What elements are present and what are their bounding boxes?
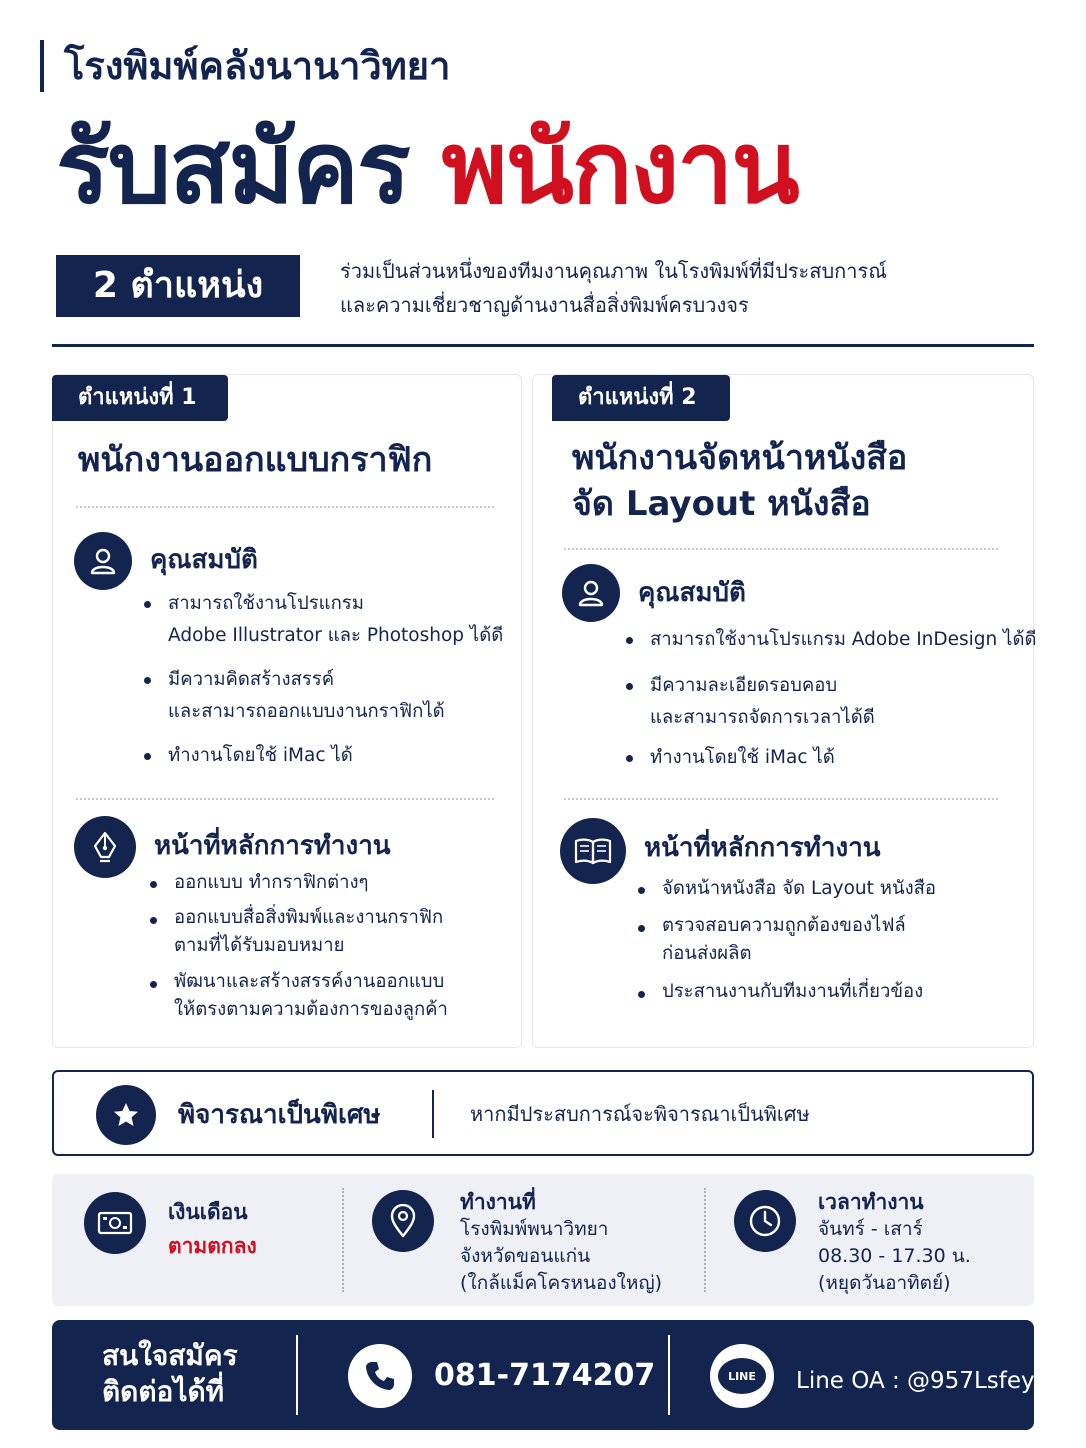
headline-staff: พนักงาน bbox=[441, 109, 798, 226]
dotted-divider bbox=[76, 798, 494, 800]
contact-divider bbox=[296, 1335, 298, 1415]
company-name: โรงพิมพ์คลังนานาวิทยา bbox=[64, 44, 451, 88]
location-line: (ใกล้แม็คโครหนองใหญ่) bbox=[460, 1272, 663, 1294]
list-item: ตรวจสอบความถูกต้องของไฟล์ ก่อนส่งผลิต bbox=[638, 912, 936, 968]
phone-icon bbox=[363, 1359, 397, 1393]
list-item: พัฒนาและสร้างสรรค์งานออกแบบ ให้ตรงตามความต้องการของลูกค้า bbox=[150, 968, 448, 1024]
location-title: ทำงานที่ bbox=[460, 1190, 536, 1214]
contact-divider bbox=[668, 1335, 670, 1415]
dotted-divider bbox=[76, 506, 494, 508]
duties-icon-badge bbox=[560, 818, 626, 884]
map-pin-icon bbox=[389, 1204, 417, 1238]
star-icon bbox=[111, 1100, 141, 1130]
intro-line: ร่วมเป็นส่วนหนึ่งของทีมงานคุณภาพ ในโรงพิมพ์ที่มีประสบการณ์ bbox=[340, 259, 887, 283]
list-item: ประสานงานกับทีมงานที่เกี่ยวข้อง bbox=[638, 978, 936, 1006]
clock-icon bbox=[748, 1204, 782, 1238]
contact-label-line: ติดต่อได้ที่ bbox=[102, 1375, 225, 1408]
person-icon bbox=[576, 578, 606, 608]
hours-line: (หยุดวันอาทิตย์) bbox=[818, 1272, 951, 1294]
special-text: หากมีประสบการณ์จะพิจารณาเป็นพิเศษ bbox=[470, 1102, 810, 1126]
qualifications-list-2 bbox=[626, 624, 1036, 774]
info-divider bbox=[342, 1188, 344, 1292]
list-item: สามารถใช้งานโปรแกรม Adobe InDesign ได้ดี bbox=[626, 624, 1036, 656]
headline bbox=[56, 108, 798, 228]
phone-icon-badge[interactable] bbox=[348, 1344, 412, 1408]
hours-icon-badge bbox=[734, 1190, 796, 1252]
banknote-icon bbox=[97, 1210, 133, 1236]
qualifications-list-1 bbox=[144, 588, 503, 772]
contact-label bbox=[102, 1338, 238, 1410]
position-title-2 bbox=[572, 435, 907, 527]
location-details bbox=[460, 1216, 662, 1297]
position-title-line: พนักงานจัดหน้าหนังสือ bbox=[572, 438, 908, 478]
open-book-icon bbox=[573, 835, 613, 867]
qualifications-icon-badge bbox=[562, 564, 620, 622]
location-icon-badge bbox=[372, 1190, 434, 1252]
phone-number[interactable]: 081-7174207 bbox=[434, 1358, 656, 1393]
list-item: มีความคิดสร้างสรรค์ และสามารถออกแบบงานกราฟิกได้ bbox=[144, 664, 503, 728]
list-item: ทำงานโดยใช้ iMac ได้ bbox=[626, 742, 1036, 774]
duties-title: หน้าที่หลักการทำงาน bbox=[644, 833, 881, 863]
line-oa-id[interactable]: Line OA : @957Lsfey bbox=[796, 1368, 1035, 1394]
qualifications-title: คุณสมบัติ bbox=[150, 545, 258, 575]
qualifications-title: คุณสมบัติ bbox=[638, 578, 746, 608]
duties-icon-badge bbox=[74, 816, 136, 878]
list-item: สามารถใช้งานโปรแกรม Adobe Illustrator และ Photoshop ได้ดี bbox=[144, 588, 503, 652]
list-item: ออกแบบ ทำกราฟิกต่างๆ bbox=[150, 868, 448, 898]
line-logo-badge[interactable] bbox=[710, 1344, 774, 1408]
header-divider bbox=[52, 344, 1034, 347]
salary-title: เงินเดือน bbox=[168, 1200, 248, 1224]
position-tag-1: ตำแหน่งที่ 1 bbox=[52, 375, 228, 421]
intro-line: และความเชี่ยวชาญด้านงานสื่อสิ่งพิมพ์ครบวงจร bbox=[340, 293, 749, 317]
special-divider bbox=[432, 1090, 434, 1138]
list-item: จัดหน้าหนังสือ จัด Layout หนังสือ bbox=[638, 874, 936, 904]
dotted-divider bbox=[564, 798, 998, 800]
qualifications-icon-badge bbox=[74, 532, 132, 590]
hours-details bbox=[818, 1216, 971, 1297]
line-logo-icon: LINE bbox=[718, 1358, 766, 1394]
position-tag-2: ตำแหน่งที่ 2 bbox=[552, 375, 730, 421]
location-line: โรงพิมพ์พนาวิทยา bbox=[460, 1218, 609, 1240]
special-title: พิจารณาเป็นพิเศษ bbox=[178, 1100, 381, 1130]
positions-count-badge: 2 ตำแหน่ง bbox=[56, 255, 300, 317]
company-accent-bar bbox=[40, 40, 44, 92]
list-item: ออกแบบสื่อสิ่งพิมพ์และงานกราฟิก ตามที่ได้รับมอบหมาย bbox=[150, 904, 448, 960]
person-icon bbox=[88, 546, 118, 576]
intro-text bbox=[340, 254, 887, 322]
location-line: จังหวัดขอนแก่น bbox=[460, 1245, 591, 1267]
duties-list-2 bbox=[638, 874, 936, 1006]
list-item: ทำงานโดยใช้ iMac ได้ bbox=[144, 740, 503, 772]
salary-value: ตามตกลง bbox=[168, 1234, 257, 1258]
hours-line: จันทร์ - เสาร์ bbox=[818, 1218, 923, 1240]
hours-line: 08.30 - 17.30 น. bbox=[818, 1245, 971, 1267]
special-icon-badge bbox=[96, 1085, 156, 1145]
dotted-divider bbox=[564, 548, 998, 550]
headline-recruit: รับสมัคร bbox=[56, 109, 409, 226]
list-item: มีความละเอียดรอบคอบ และสามารถจัดการเวลาได้ดี bbox=[626, 670, 1036, 734]
salary-icon-badge bbox=[84, 1192, 146, 1254]
contact-label-line: สนใจสมัคร bbox=[102, 1339, 238, 1372]
duties-title: หน้าที่หลักการทำงาน bbox=[154, 831, 391, 861]
hours-title: เวลาทำงาน bbox=[818, 1190, 924, 1214]
duties-list-1 bbox=[150, 868, 448, 1024]
pen-nib-icon bbox=[88, 830, 122, 864]
position-title-line: จัด Layout หนังสือ bbox=[572, 484, 871, 524]
info-divider bbox=[704, 1188, 706, 1292]
position-title-1: พนักงานออกแบบกราฟิก bbox=[78, 440, 433, 480]
